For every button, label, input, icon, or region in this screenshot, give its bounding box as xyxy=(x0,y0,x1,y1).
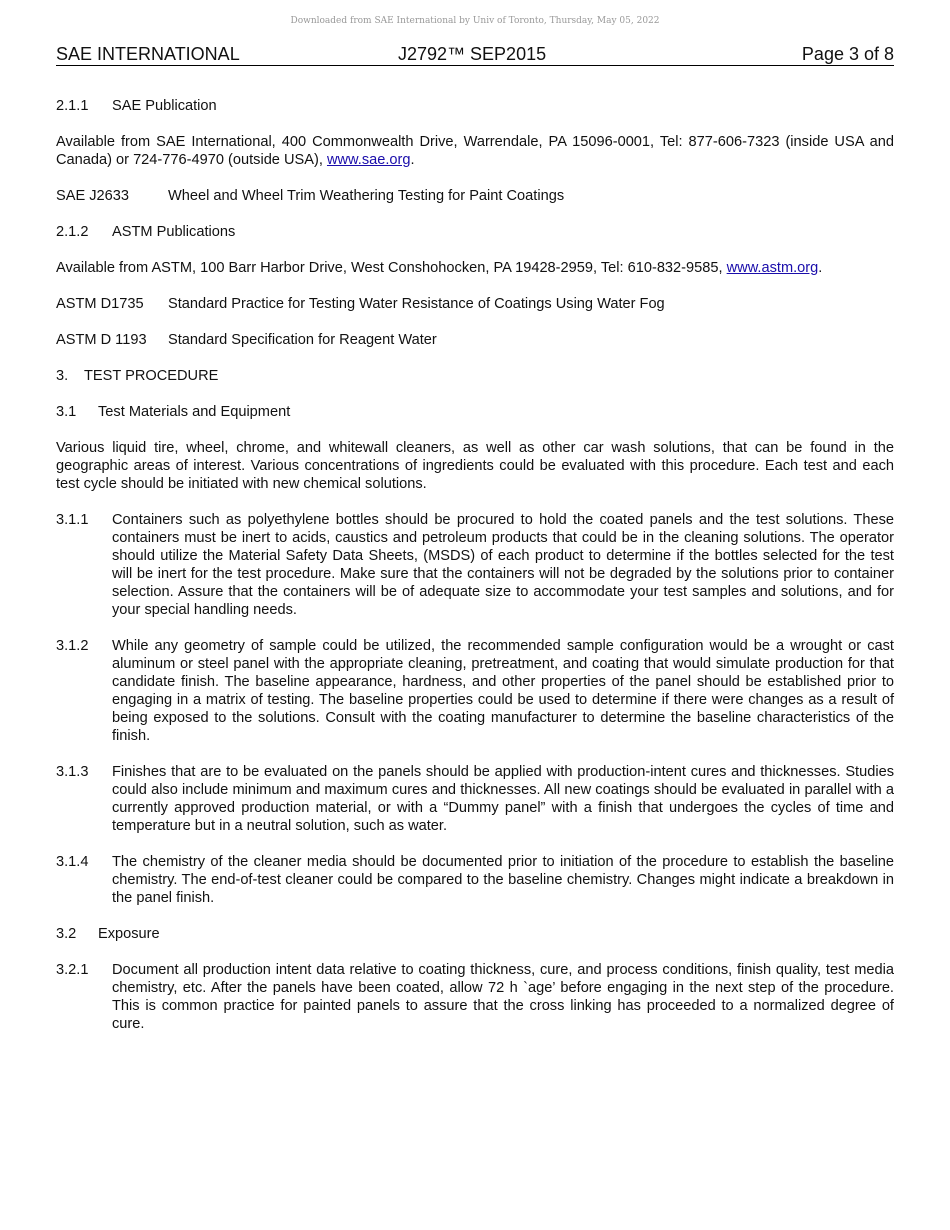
item-number: 3.1.2 xyxy=(56,638,89,654)
item-text: The chemistry of the cleaner media should be documented prior to initiation of the procedure to establish the baseline chemistry. The end-of-test cleaner could be compared to the baseline chemistry. Changes might indicate a breakdown in the panel finish. xyxy=(112,854,894,906)
reference-title: Wheel and Wheel Trim Weathering Testing for Paint Coatings xyxy=(168,188,565,204)
astm-website-link[interactable]: www.astm.org xyxy=(726,260,819,276)
document-body xyxy=(56,97,894,1051)
section-number: 2.1.2 xyxy=(56,224,89,240)
item-number: 3.1.3 xyxy=(56,764,89,780)
section-3-heading xyxy=(56,367,894,385)
item-text: Finishes that are to be evaluated on the panels should be applied with production-intent cures and thicknesses. Studies could also include minimum and maximum cures and thicknesses. All new coatings should be evaluated in parallel with a currently approved production material, or with a “Dummy panel” with a finish that undergoes the cycles of time and temperature but in a neutral solution, such as water. xyxy=(112,764,894,834)
item-number: 3.1.4 xyxy=(56,854,89,870)
section-3-2-heading xyxy=(56,925,894,943)
item-3-1-1 xyxy=(56,511,894,619)
sae-availability-text: Available from SAE International, 400 Commonwealth Drive, Warrendale, PA 15096-0001, Tel: 877-606-7323 (inside USA and Canada) or 724-776-4970 (outside USA), xyxy=(56,134,894,168)
section-number: 3.2 xyxy=(56,926,77,942)
section-title: TEST PROCEDURE xyxy=(84,368,219,384)
reference-title: Standard Practice for Testing Water Resistance of Coatings Using Water Fog xyxy=(168,296,665,312)
item-number: 3.1.1 xyxy=(56,512,89,528)
reference-code: SAE J2633 xyxy=(56,188,130,204)
reference-astm-d1193 xyxy=(56,331,894,349)
astm-availability-end: . xyxy=(818,260,823,276)
header-page-number: Page 3 of 8 xyxy=(801,44,894,64)
section-title: Exposure xyxy=(98,926,160,942)
reference-code: ASTM D1735 xyxy=(56,296,144,312)
item-text: While any geometry of sample could be utilized, the recommended sample configuration would be a wrought or cast aluminum or steel panel with the appropriate cleaning, pretreatment, and coating that would simulate production for that candidate finish. The baseline appearance, hardness, and other properties of the panel should be established prior to engaging in a matrix of testing. The baseline properties could be used to determine if there were changes as a result of being exposed to the solutions. Consult with the coating manufacturer to determine the baseline characteristics of the finish. xyxy=(112,638,894,744)
section-title: Test Materials and Equipment xyxy=(98,404,291,420)
astm-availability-text: Available from ASTM, 100 Barr Harbor Drive, West Conshohocken, PA 19428-2959, Tel: 610-832-9585, xyxy=(56,260,727,276)
section-number: 3.1 xyxy=(56,404,77,420)
reference-title: Standard Specification for Reagent Water xyxy=(168,332,437,348)
item-3-1-4 xyxy=(56,853,894,907)
reference-astm-d1735 xyxy=(56,295,894,313)
section-3-1-heading xyxy=(56,403,894,421)
item-3-1-2 xyxy=(56,637,894,745)
section-number: 3. xyxy=(56,368,69,384)
download-watermark: Downloaded from SAE International by Univ of Toronto, Thursday, May 05, 2022 xyxy=(290,16,660,26)
item-number: 3.2.1 xyxy=(56,962,89,978)
astm-availability-paragraph xyxy=(56,259,894,277)
header-org: SAE INTERNATIONAL xyxy=(56,44,240,64)
section-2-1-1-heading xyxy=(56,97,894,115)
section-title: ASTM Publications xyxy=(112,224,236,240)
section-number: 2.1.1 xyxy=(56,98,89,114)
reference-sae-j2633 xyxy=(56,187,894,205)
item-3-1-3 xyxy=(56,763,894,835)
reference-code: ASTM D 1193 xyxy=(56,332,147,348)
section-3-1-paragraph: Various liquid tire, wheel, chrome, and whitewall cleaners, as well as other car wash solutions, that can be found in the geographic areas of interest. Various concentrations of ingredients could be evaluated with this procedure. Each test and each test cycle should be initiated with new chemical solutions. xyxy=(56,440,894,492)
item-text: Containers such as polyethylene bottles should be procured to hold the coated panels and the test solutions. These containers must be inert to acids, caustics and petroleum products that could be in the cleaning solutions. The operator should utilize the Material Safety Data Sheets, (MSDS) of each product to determine if the bottles selected for the test will be inert for the test procedure. Make sure that the containers will not be degraded by the solutions prior to container selection. Assure that the containers will be of adequate size to accommodate your test samples and solutions, and for your special handling needs. xyxy=(112,512,894,618)
item-text: Document all production intent data relative to coating thickness, cure, and process conditions, finish quality, test media chemistry, etc. After the panels have been coated, allow 72 h `age’ before engaging in the next step of the procedure. This is common practice for painted panels to assure that the cross linking has proceeded to a normalized degree of cure. xyxy=(112,962,894,1032)
sae-availability-end: . xyxy=(410,152,415,168)
section-2-1-2-heading xyxy=(56,223,894,241)
header-doc-id: J2792™ SEP2015 xyxy=(398,44,547,64)
section-title: SAE Publication xyxy=(112,98,217,114)
sae-website-link[interactable]: www.sae.org xyxy=(326,152,411,168)
page-header xyxy=(56,43,894,66)
item-3-2-1 xyxy=(56,961,894,1033)
sae-availability-paragraph xyxy=(56,133,894,169)
